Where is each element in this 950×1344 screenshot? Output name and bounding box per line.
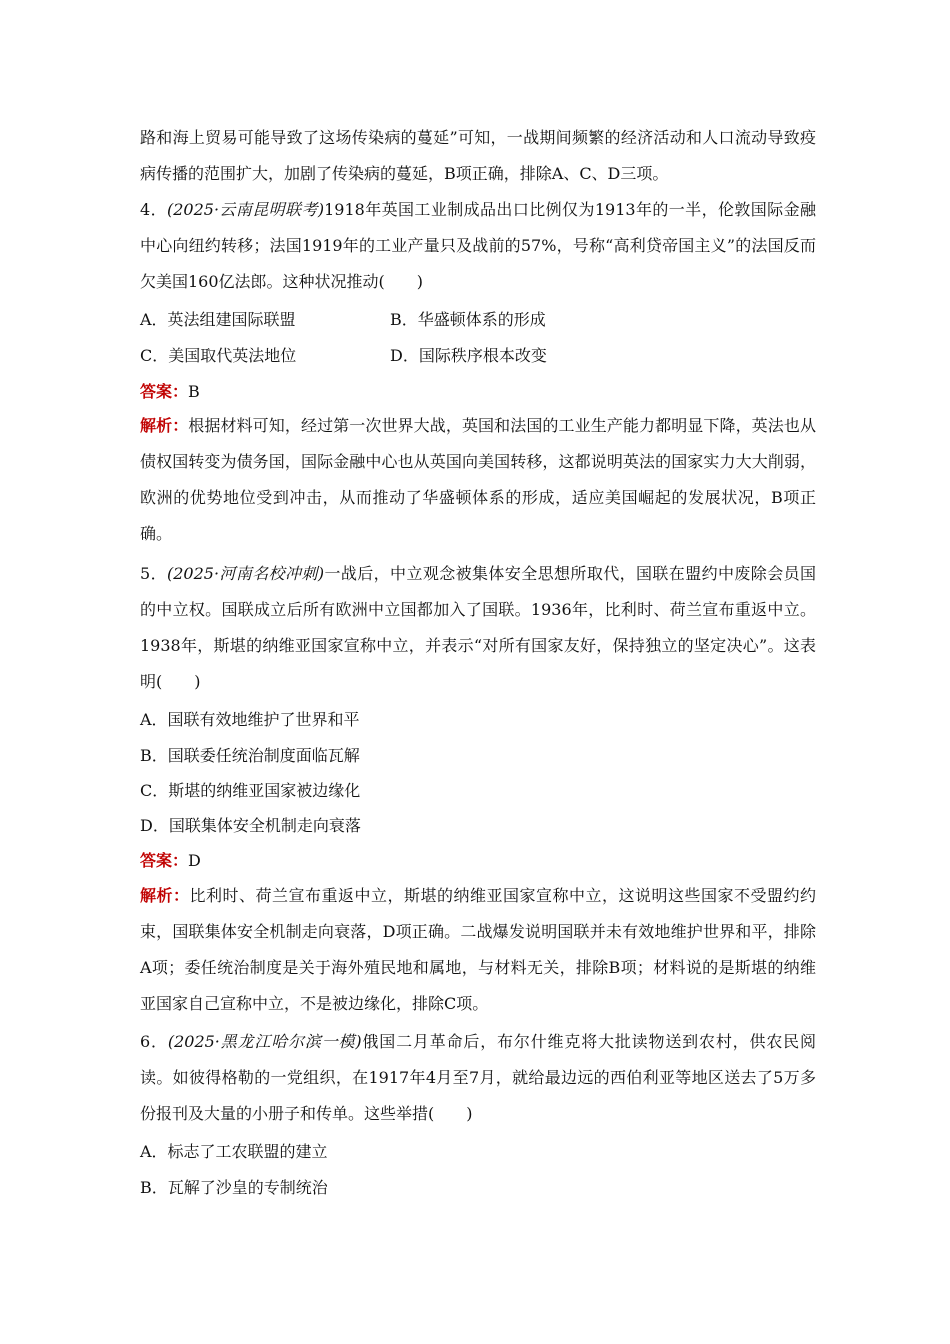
question-4-analysis-text: 根据材料可知，经过第一次世界大战，英国和法国的工业生产能力都明显下降，英法也从债权国转变为债务国，国际金融中心也从英国向美国转移，这都说明英法的国家实力大大削弱，欧洲的优势地位受到冲击，从而推动了华盛顿体系的形成，适应美国崛起的发展状况，B项正确。 — [140, 416, 816, 543]
question-5-stem — [140, 556, 816, 700]
question-5-answer-value: D — [188, 851, 201, 870]
question-5-analysis-text: 比利时、荷兰宣布重返中立，斯堪的纳维亚国家宣称中立，这说明这些国家不受盟约约束，国联集体安全机制走向衰落，D项正确。二战爆发说明国联并未有效地维护世界和平，排除A项；委任统治制度是关于海外殖民地和属地，与材料无关，排除B项；材料说的是斯堪的纳维亚国家自己宣称中立，不是被边缘化，排除C项。 — [140, 886, 816, 1013]
question-4-source: (2025·云南昆明联考) — [166, 200, 325, 219]
question-6-option-a: A．标志了工农联盟的建立 — [140, 1142, 328, 1161]
question-4-option-a: A．英法组建国际联盟 — [140, 310, 296, 329]
answer-label: 答案： — [140, 382, 189, 401]
question-5-answer — [140, 851, 201, 871]
question-4-analysis — [140, 408, 816, 552]
question-4-stem — [140, 192, 816, 300]
analysis-label: 解析： — [140, 886, 190, 905]
question-4-answer — [140, 382, 200, 402]
question-5-option-c: C．斯堪的纳维亚国家被边缘化 — [140, 781, 361, 800]
question-5-option-b: B．国联委任统治制度面临瓦解 — [140, 746, 360, 765]
question-5-text: 一战后，中立观念被集体安全思想所取代，国联在盟约中废除会员国的中立权。国联成立后所有欧洲中立国都加入了国联。1936年，比利时、荷兰宣布重返中立。1938年，斯堪的纳维亚国家宣称中立，并表示“对所有国家友好，保持独立的坚定决心”。这表明( ) — [140, 564, 816, 691]
question-6-number: 6． — [140, 1032, 168, 1051]
question-5-analysis — [140, 878, 816, 1022]
question-4-number: 4． — [140, 200, 167, 219]
question-6-text: 俄国二月革命后，布尔什维克将大批读物送到农村，供农民阅读。如彼得格勒的一党组织，在1917年4月至7月，就给最边远的西伯利亚等地区送去了5万多份报刊及大量的小册子和传单。这些举措( ) — [140, 1032, 816, 1123]
question-4-text: 1918年英国工业制成品出口比例仅为1913年的一半，伦敦国际金融中心向纽约转移；法国1919年的工业产量只及战前的57%，号称“高利贷帝国主义”的法国反而欠美国160亿法郎。这种状况推动( ) — [140, 200, 816, 291]
question-5-option-a: A．国联有效地维护了世界和平 — [140, 710, 360, 729]
question-6-stem — [140, 1024, 816, 1132]
question-4-option-d: D．国际秩序根本改变 — [390, 346, 547, 365]
question-4-answer-value: B — [188, 382, 200, 401]
question-5-number: 5． — [140, 564, 167, 583]
analysis-label: 解析： — [140, 416, 189, 435]
question-5-source: (2025·河南名校冲刺) — [166, 564, 325, 583]
question-4-option-b: B．华盛顿体系的形成 — [390, 310, 546, 329]
carryover-analysis: 路和海上贸易可能导致了这场传染病的蔓延”可知，一战期间频繁的经济活动和人口流动导致疫病传播的范围扩大，加剧了传染病的蔓延，B项正确，排除A、C、D三项。 — [140, 128, 816, 183]
answer-label: 答案： — [140, 851, 189, 870]
question-5-option-d: D．国联集体安全机制走向衰落 — [140, 816, 361, 835]
question-6-source: (2025·黑龙江哈尔滨一模) — [167, 1032, 362, 1051]
question-4-option-c: C．美国取代英法地位 — [140, 346, 297, 365]
question-6-option-b: B．瓦解了沙皇的专制统治 — [140, 1178, 328, 1197]
